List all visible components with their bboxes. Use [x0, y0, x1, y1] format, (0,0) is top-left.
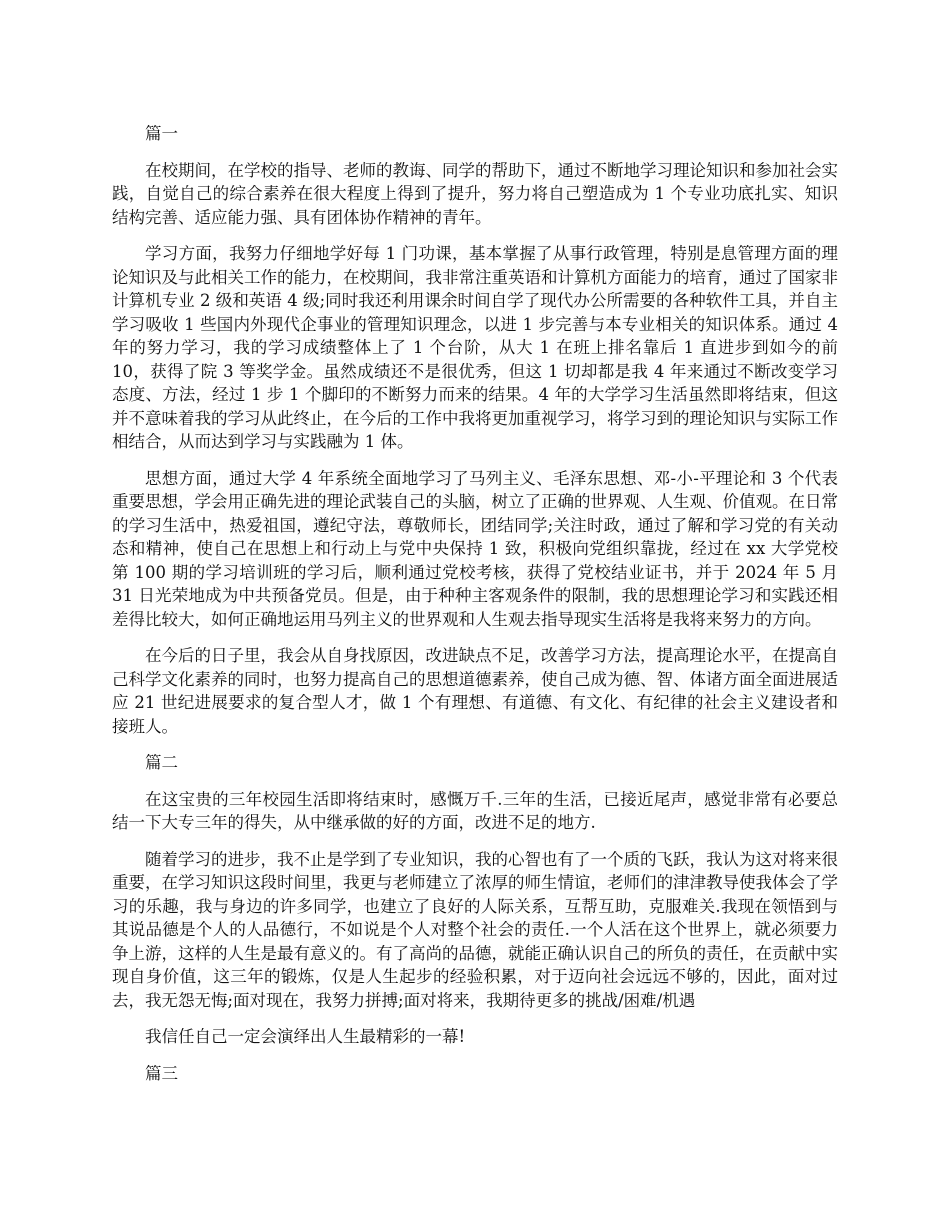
document-page [112, 122, 838, 1098]
section-heading-3: 篇三 [145, 1063, 178, 1083]
paragraph: 我信任自己一定会演绎出人生最精彩的一幕! [145, 1027, 466, 1046]
paragraph: 在校期间，在学校的指导、老师的教诲、同学的帮助下，通过不断地学习理论知识和参加社会实践，自觉自己的综合素养在很大程度上得到了提升，努力将自己塑造成为 1 个专业功底扎实、知识结构完善、适应能力强、具有团体协作精神的青年。 [112, 160, 838, 227]
paragraph: 在今后的日子里，我会从自身找原因，改进缺点不足，改善学习方法，提高理论水平，在提高自己科学文化素养的同时，也努力提高自己的思想道德素养，使自己成为德、智、体诸方面全面进展适应 21 世纪进展要求的复合型人才，做 1 个有理想、有道德、有文化、有纪律的社会主义建设者和接班人。 [112, 646, 838, 736]
paragraph: 学习方面，我努力仔细地学好每 1 门功课，基本掌握了从事行政管理，特别是息管理方面的理论知识及与此相关工作的能力，在校期间，我非常注重英语和计算机方面能力的培育，通过了国家非计算机专业 2 级和英语 4 级;同时我还利用课余时间自学了现代办公所需要的各种软件工具，并自主学习吸收 1 些国内外现代企事业的管理知识理念，以进 1 步完善与本专业相关的知识体系。通过 4 年的努力学习，我的学习成绩整体上了 1 个台阶，从大 1 在班上排名靠后 1 直进步到如今的前 10，获得了院 3 等奖学金。虽然成绩还不是很优秀，但这 1 切却都是我 4 年来通过不断改变学习态度、方法，经过 1 步 1 个脚印的不断努力而来的结果。4 年的大学学习生活虽然即将结束，但这并不意味着我的学习从此终止，在今后的工作中我将更加重视学习，将学习到的理论知识与实际工作相结合，从而达到学习与实践融为 1 体。 [112, 244, 838, 451]
paragraph: 在这宝贵的三年校园生活即将结束时，感慨万千.三年的生活，已接近尾声，感觉非常有必要总结一下大专三年的得失，从中继承做的好的方面，改进不足的地方. [112, 789, 838, 832]
paragraph: 随着学习的进步，我不止是学到了专业知识，我的心智也有了一个质的飞跃，我认为这对将来很重要，在学习知识这段时间里，我更与老师建立了浓厚的师生情谊，老师们的津津教导使我体会了学习的乐趣，我与身边的许多同学，也建立了良好的人际关系，互帮互助，克服难关.我现在领悟到与其说品德是个人的人品德行，不如说是个人对整个社会的责任.一个人活在这个世界上，就必须要力争上游，这样的人生是最有意义的。有了高尚的品德，就能正确认识自己的所负的责任，在贡献中实现自身价值，这三年的锻炼，仅是人生起步的经验积累，对于迈向社会远远不够的，因此，面对过去，我无怨无悔;面对现在，我努力拼搏;面对将来，我期待更多的挑战/困难/机遇 [112, 849, 838, 1010]
paragraph: 思想方面，通过大学 4 年系统全面地学习了马列主义、毛泽东思想、邓-小-平理论和 3 个代表重要思想，学会用正确先进的理论武装自己的头脑，树立了正确的世界观、人生观、价值观。在日常的学习生活中，热爱祖国，遵纪守法，尊敬师长，团结同学;关注时政，通过了解和学习党的有关动态和精神，使自己在思想上和行动上与党中央保持 1 致，积极向党组织靠拢，经过在 xx 大学党校第 100 期的学习培训班的学习后，顺利通过党校考核，获得了党校结业证书，并于 2024 年 5 月 31 日光荣地成为中共预备党员。但是，由于种种主客观条件的限制，我的思想理论学习和实践还相差得比较大，如何正确地运用马列主义的世界观和人生观去指导现实生活将是我将来努力的方向。 [112, 468, 838, 629]
section-heading-1: 篇一 [145, 124, 178, 143]
section-heading-2: 篇二 [145, 753, 178, 772]
